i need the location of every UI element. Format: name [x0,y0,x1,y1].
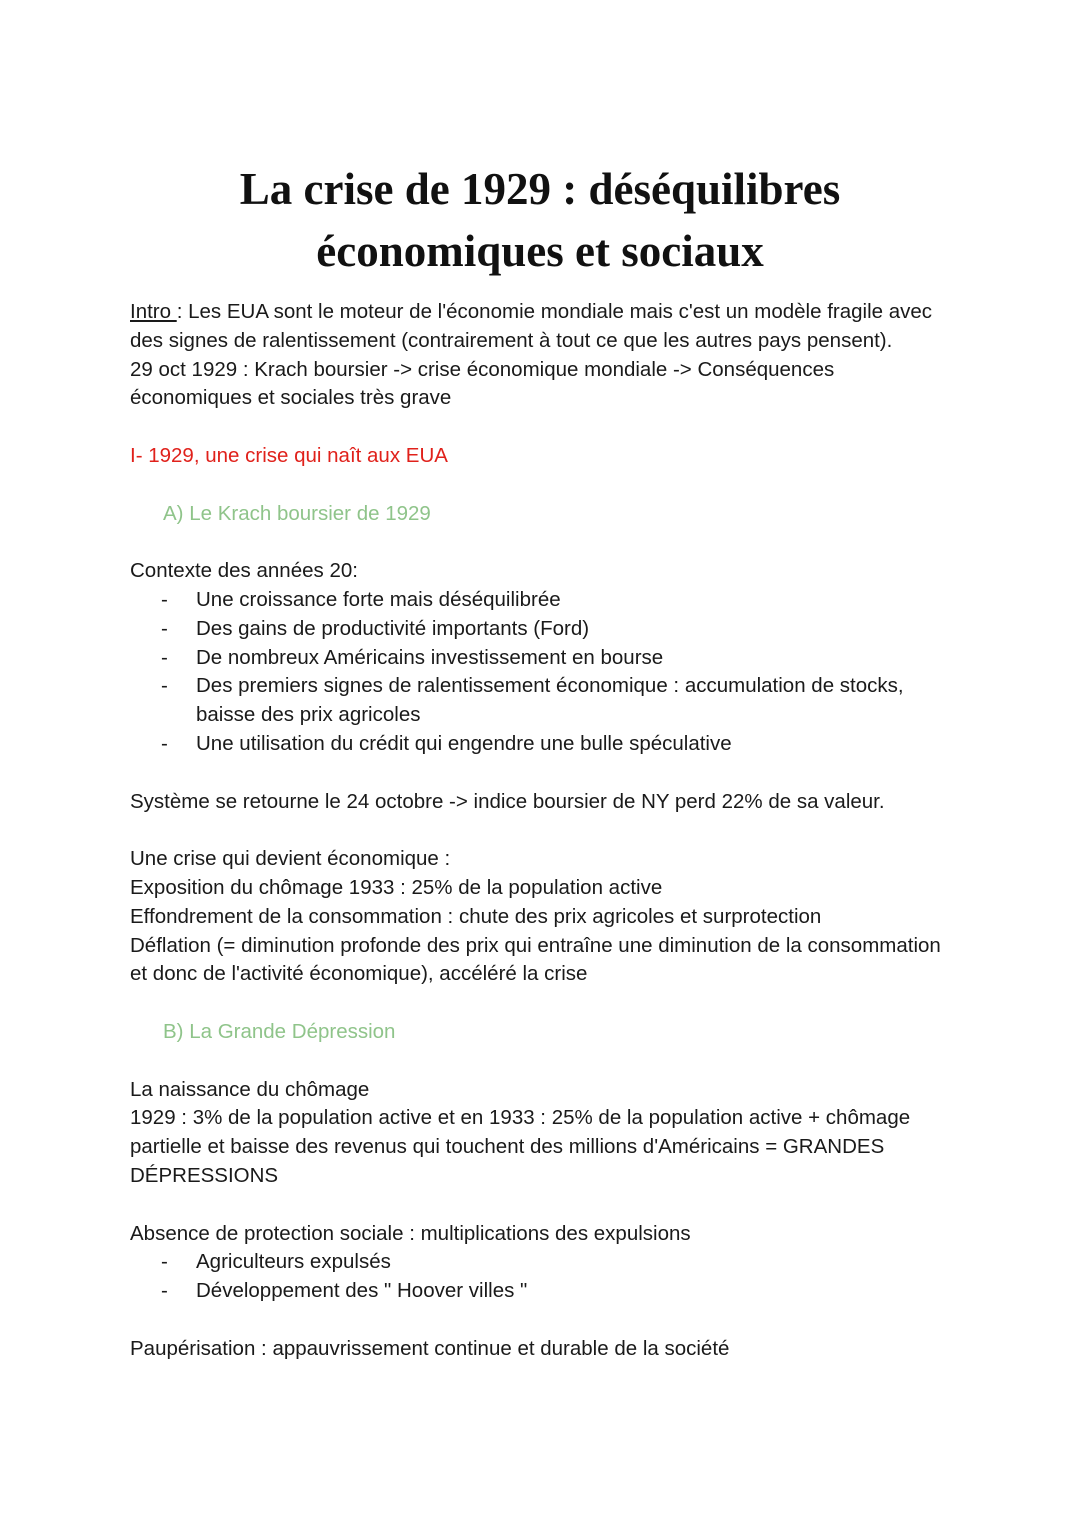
intro-label: Intro [130,300,177,323]
list-item: - Une croissance forte mais déséquilibrée [130,586,960,615]
crisis-line: Exposition du chômage 1933 : 25% de la population active [130,875,663,899]
unemployment-text: 1929 : 3% de la population active et en 1933 : 25% de la population active + chômage partielle et baisse des revenus qui touchent des millions d'Américains = GRANDES DÉPRESSIONS [130,1106,911,1187]
protection-list [130,1248,960,1306]
document-body [130,298,960,1363]
protection-line: Absence de protection sociale : multiplications des expulsions [130,1221,691,1245]
page-title [130,158,950,282]
context-list [130,586,960,759]
crisis-line: Une crise qui devient économique : [130,847,451,871]
section-a-heading: A) Le Krach boursier de 1929 [163,501,431,525]
unemployment-title: La naissance du chômage [130,1077,370,1101]
title-line-1: La crise de 1929 : déséquilibres [239,164,841,215]
list-item: - De nombreux Américains investissement en bourse [130,644,960,673]
intro-paragraph [130,298,960,356]
intro-text: : Les EUA sont le moteur de l'économie mondiale mais c'est un modèle fragile avec des signes de ralentissement (contrairement à tout ce que les autres pays pensent). [130,300,933,352]
pauperisation-line: Paupérisation : appauvrissement continue et durable de la société [130,1336,730,1360]
intro-date-line: 29 oct 1929 : Krach boursier -> crise économique mondiale -> Conséquences économiques et sociales très grave [130,357,835,410]
list-item: - Développement des " Hoover villes " [130,1277,960,1306]
list-item: - Une utilisation du crédit qui engendre une bulle spéculative [130,730,960,759]
context-label: Contexte des années 20: [130,559,358,583]
list-item: - Des gains de productivité importants (Ford) [130,615,960,644]
list-item: - Agriculteurs expulsés [130,1248,960,1277]
crisis-line: Effondrement de la consommation : chute des prix agricoles et surprotection [130,904,822,928]
system-line: Système se retourne le 24 octobre -> indice boursier de NY perd 22% de sa valeur. [130,789,885,813]
title-line-2: économiques et sociaux [316,226,764,277]
section-b-heading: B) La Grande Dépression [163,1019,396,1043]
list-item: - Des premiers signes de ralentissement économique : accumulation de stocks, baisse des prix agricoles [130,672,960,730]
crisis-line: Déflation (= diminution profonde des prix qui entraîne une diminution de la consommation et donc de l'activité économique), accéléré la crise [130,933,941,986]
part1-heading: I- 1929, une crise qui naît aux EUA [130,443,448,467]
